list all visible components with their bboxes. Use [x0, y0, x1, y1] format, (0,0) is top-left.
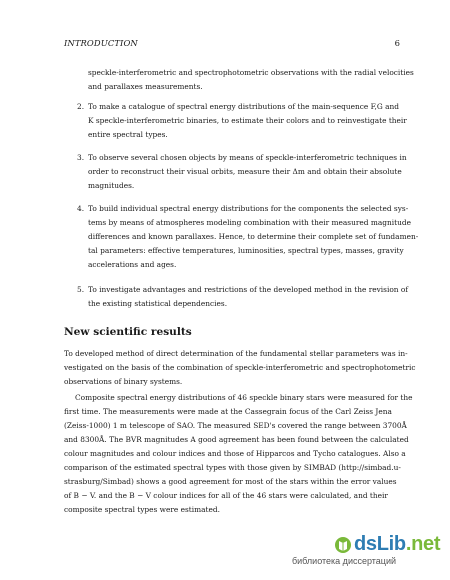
book-icon — [334, 536, 352, 554]
list-item-number: 2. — [77, 102, 85, 111]
text-line: To make a catalogue of spectral energy distributions of the main-sequence F,G and — [88, 102, 400, 111]
text-line: the existing statistical dependencies. — [88, 299, 228, 308]
watermark-brand-suffix: .net — [405, 533, 441, 555]
header-section-title: INTRODUCTION — [64, 38, 138, 48]
text-line: observations of binary systems. — [64, 377, 183, 386]
text-line: strasburg/Simbad) shows a good agreement for most of the stars within the error values — [64, 477, 397, 486]
text-line: vestigated on the basis of the combination of speckle-interferometric and spectrophotometric — [64, 363, 416, 372]
text-line: order to reconstruct their visual orbits, measure their Δm and obtain their absolute — [88, 167, 402, 176]
text-line: Composite spectral energy distributions of 46 speckle binary stars were measured for the — [75, 393, 413, 402]
list-item-number: 5. — [77, 285, 85, 294]
text-line: of B − V. and the B − V colour indices for all of the 46 stars were calculated, and their — [64, 491, 388, 500]
page-number: 6 — [394, 38, 400, 48]
text-line: magnitudes. — [88, 181, 135, 190]
text-line: colour magnitudes and colour indices and those of Hipparcos and Tycho catalogues. Also a — [64, 449, 406, 458]
text-line: accelerations and ages. — [88, 260, 177, 269]
text-line: K speckle-interferometric binaries, to estimate their colors and to reinvestigate their — [88, 116, 407, 125]
section-heading: New scientific results — [64, 326, 192, 338]
watermark-brand-main: dsLib — [354, 533, 406, 555]
paragraph — [64, 391, 413, 517]
running-header — [64, 38, 400, 48]
text-line: differences and known parallaxes. Hence, to determine their complete set of fundamen- — [88, 232, 419, 241]
text-line: first time. The measurements were made at the Cassegrain focus of the Carl Zeiss Jena — [64, 407, 392, 416]
text-line: and parallaxes measurements. — [88, 82, 203, 91]
text-line: tems by means of atmospheres modeling combination with their measured magnitude — [88, 218, 411, 227]
paragraph — [64, 347, 416, 389]
text-line: comparison of the estimated spectral types with those given by SIMBAD (http://simbad.u- — [64, 463, 401, 472]
text-line: To observe several chosen objects by means of speckle-interferometric techniques in — [88, 153, 407, 162]
text-line: and 8300Å. The BVR magnitudes A good agreement has been found between the calculated — [64, 435, 409, 444]
watermark-tagline: библиотека диссертаций — [292, 556, 397, 566]
watermark-brand — [354, 533, 440, 556]
text-line: composite spectral types were estimated. — [64, 505, 220, 514]
text-line: To build individual spectral energy distributions for the components the selected sys- — [88, 204, 409, 213]
list-item-number: 3. — [77, 153, 85, 162]
text-line: To developed method of direct determination of the fundamental stellar parameters was in- — [64, 349, 408, 358]
list-item-number: 4. — [77, 204, 85, 213]
text-line: tal parameters: effective temperatures, luminosities, spectral types, masses, gravity — [88, 246, 404, 255]
watermark-logo — [290, 533, 440, 573]
text-line: (Zeiss-1000) 1 m telescope of SAO. The measured SED's covered the range between 3700Å — [64, 421, 407, 430]
text-line: To investigate advantages and restrictions of the developed method in the revision of — [88, 285, 409, 294]
text-line: speckle-interferometric and spectrophotometric observations with the radial velocities — [88, 68, 414, 77]
text-line: entire spectral types. — [88, 130, 168, 139]
list-continuation — [88, 66, 414, 94]
